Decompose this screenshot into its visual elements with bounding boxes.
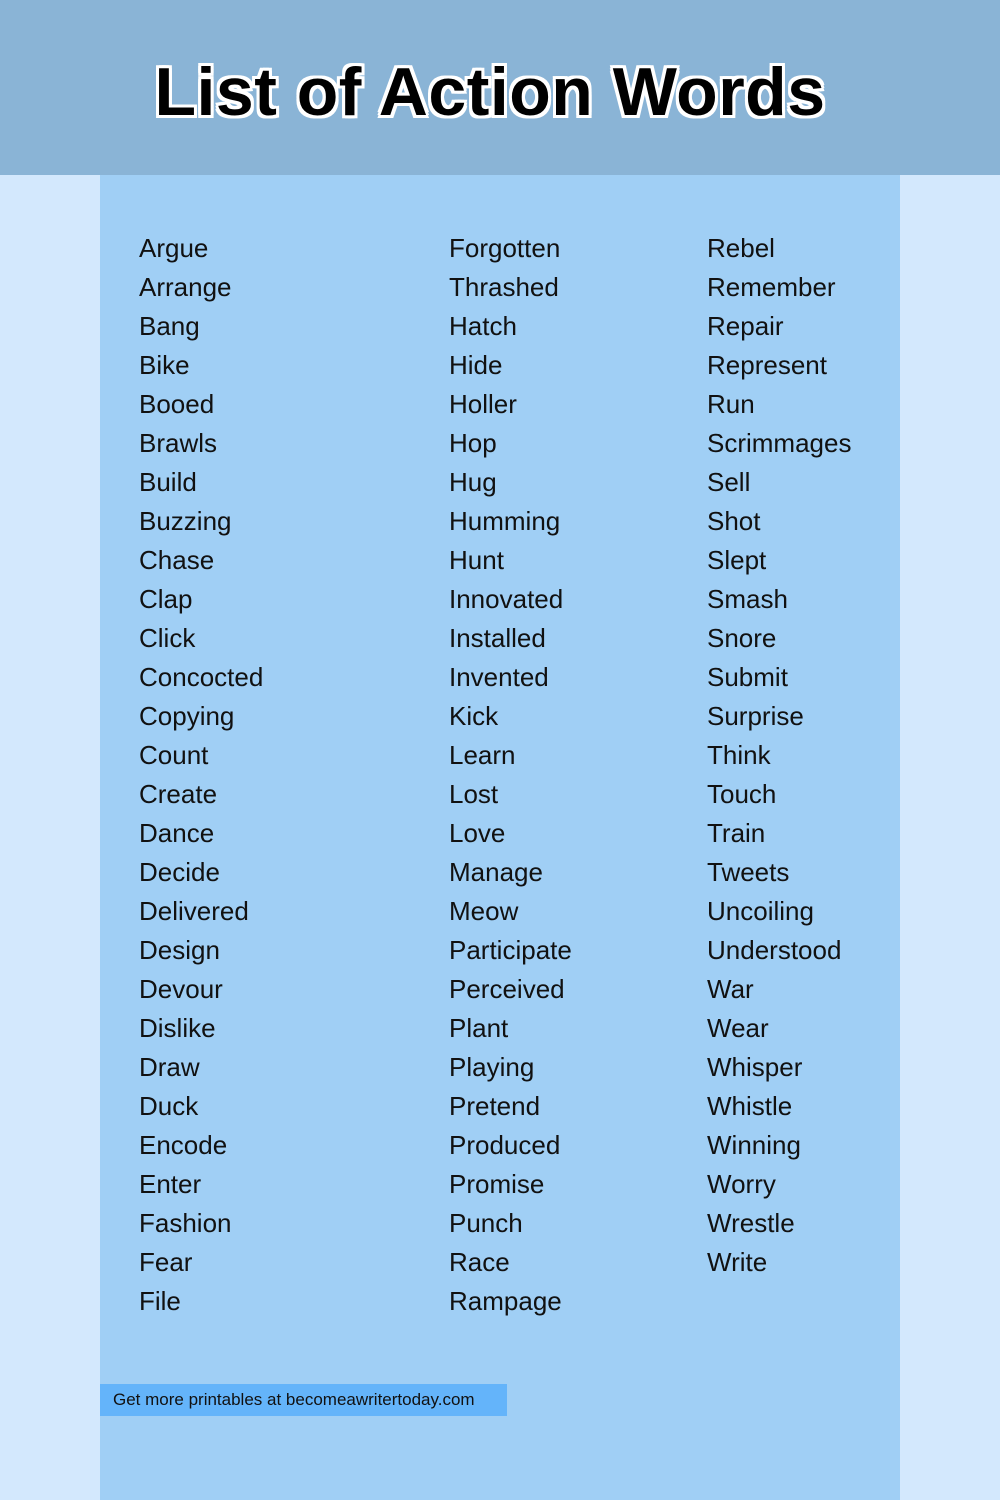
word-item: Tweets bbox=[707, 857, 790, 887]
word-item: Shot bbox=[707, 506, 761, 536]
word-item: Hop bbox=[449, 428, 497, 458]
word-item: Run bbox=[707, 389, 755, 419]
word-item: Concocted bbox=[139, 662, 264, 692]
word-column-3 bbox=[707, 229, 851, 1282]
word-item: Uncoiling bbox=[707, 896, 814, 926]
word-item: Whisper bbox=[707, 1052, 803, 1082]
footer-printables-link[interactable]: Get more printables at becomeawritertoday.com bbox=[100, 1384, 507, 1416]
word-item: War bbox=[707, 974, 754, 1004]
word-item: Love bbox=[449, 818, 506, 848]
word-item: Touch bbox=[707, 779, 777, 809]
word-item: Fashion bbox=[139, 1208, 232, 1238]
word-item: Clap bbox=[139, 584, 193, 614]
word-item: Rampage bbox=[449, 1286, 562, 1316]
word-item: Invented bbox=[449, 662, 549, 692]
word-item: Pretend bbox=[449, 1091, 541, 1121]
word-item: Hug bbox=[449, 467, 497, 497]
word-item: Click bbox=[139, 623, 196, 653]
word-item: Hide bbox=[449, 350, 503, 380]
word-item: Playing bbox=[449, 1052, 535, 1082]
word-item: Enter bbox=[139, 1169, 202, 1199]
word-item: Arrange bbox=[139, 272, 232, 302]
word-item: Design bbox=[139, 935, 220, 965]
word-item: Argue bbox=[139, 233, 209, 263]
word-item: Slept bbox=[707, 545, 767, 575]
word-item: Create bbox=[139, 779, 218, 809]
word-item: Count bbox=[139, 740, 209, 770]
word-column-1 bbox=[139, 229, 263, 1321]
word-item: Learn bbox=[449, 740, 516, 770]
word-item: Plant bbox=[449, 1013, 509, 1043]
word-item: Promise bbox=[449, 1169, 545, 1199]
word-item: Draw bbox=[139, 1052, 200, 1082]
word-item: Dance bbox=[139, 818, 215, 848]
word-item: Holler bbox=[449, 389, 517, 419]
word-item: Duck bbox=[139, 1091, 199, 1121]
word-item: Fear bbox=[139, 1247, 193, 1277]
word-item: Snore bbox=[707, 623, 777, 653]
word-item: Meow bbox=[449, 896, 519, 926]
word-item: Remember bbox=[707, 272, 836, 302]
word-item: Think bbox=[707, 740, 771, 770]
word-item: File bbox=[139, 1286, 181, 1316]
word-item: Humming bbox=[449, 506, 561, 536]
word-item: Surprise bbox=[707, 701, 804, 731]
word-item: Thrashed bbox=[449, 272, 559, 302]
word-item: Encode bbox=[139, 1130, 228, 1160]
word-item: Installed bbox=[449, 623, 546, 653]
word-item: Perceived bbox=[449, 974, 565, 1004]
word-item: Repair bbox=[707, 311, 784, 341]
word-item: Forgotten bbox=[449, 233, 561, 263]
word-item: Dislike bbox=[139, 1013, 216, 1043]
word-item: Delivered bbox=[139, 896, 249, 926]
word-item: Brawls bbox=[139, 428, 218, 458]
word-item: Write bbox=[707, 1247, 768, 1277]
word-item: Manage bbox=[449, 857, 543, 887]
word-item: Rebel bbox=[707, 233, 775, 263]
word-item: Wrestle bbox=[707, 1208, 795, 1238]
word-item: Kick bbox=[449, 701, 499, 731]
word-item: Represent bbox=[707, 350, 827, 380]
word-item: Participate bbox=[449, 935, 572, 965]
word-item: Punch bbox=[449, 1208, 523, 1238]
word-item: Decide bbox=[139, 857, 220, 887]
word-item: Bike bbox=[139, 350, 190, 380]
word-item: Devour bbox=[139, 974, 223, 1004]
word-item: Hatch bbox=[449, 311, 517, 341]
word-item: Sell bbox=[707, 467, 751, 497]
word-item: Copying bbox=[139, 701, 235, 731]
word-item: Whistle bbox=[707, 1091, 793, 1121]
word-column-2 bbox=[449, 229, 572, 1321]
word-item: Produced bbox=[449, 1130, 561, 1160]
word-item: Submit bbox=[707, 662, 788, 692]
word-item: Train bbox=[707, 818, 766, 848]
word-item: Wear bbox=[707, 1013, 769, 1043]
page-title: List of Action Words bbox=[154, 54, 826, 130]
word-item: Buzzing bbox=[139, 506, 232, 536]
word-item: Winning bbox=[707, 1130, 801, 1160]
word-item: Lost bbox=[449, 779, 499, 809]
word-item: Booed bbox=[139, 389, 215, 419]
word-item: Build bbox=[139, 467, 197, 497]
word-item: Race bbox=[449, 1247, 510, 1277]
word-item: Scrimmages bbox=[707, 428, 852, 458]
word-item: Bang bbox=[139, 311, 200, 341]
word-item: Worry bbox=[707, 1169, 776, 1199]
word-item: Chase bbox=[139, 545, 215, 575]
word-item: Smash bbox=[707, 584, 788, 614]
word-item: Understood bbox=[707, 935, 842, 965]
word-item: Innovated bbox=[449, 584, 564, 614]
word-item: Hunt bbox=[449, 545, 504, 575]
